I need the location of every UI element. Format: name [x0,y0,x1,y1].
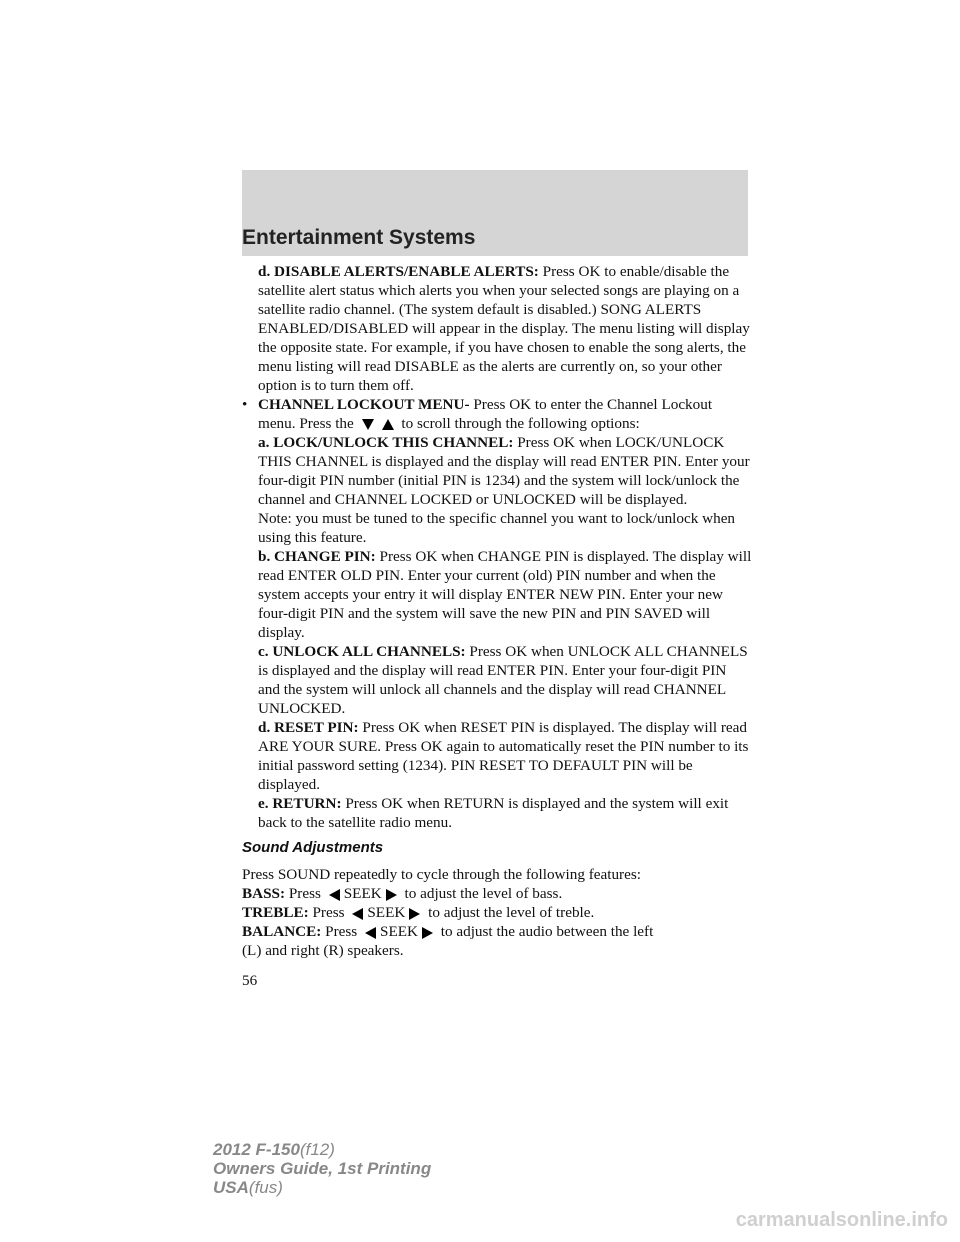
treble-label: TREBLE: [242,904,309,921]
footer-market: USA [213,1178,249,1197]
balance-text: to adjust the audio between the left [440,923,654,940]
balance-seek: SEEK [380,923,418,940]
treble-seek: SEEK [367,904,406,921]
option-a-text: Press OK when LOCK/UNLOCK THIS CHANNEL is displayed and the display will read ENTER PIN. Enter your four-digit PIN number (initial PIN is 1234) and the system will lock/unlock the channel and CHANNEL LOCKED or UNLOCKED will be displayed. [258,434,750,508]
seek-left-icon [352,908,363,920]
lockout-text-2: to scroll through the following options: [401,415,640,432]
seek-left-icon [329,889,340,901]
option-e-text: Press OK when RETURN is displayed and the system will exit back to the satellite radio menu. [258,795,729,831]
arrow-down-icon [362,419,374,430]
treble-press: Press [308,904,345,921]
option-d-text: Press OK when RESET PIN is displayed. The display will read ARE YOUR SURE. Press OK again to automatically reset the PIN number to its initial password setting (1234). PIN RESET TO DEFAULT PIN will be displayed. [258,719,749,793]
seek-right-icon [422,927,433,939]
treble-text: to adjust the level of treble. [428,904,595,921]
lockout-option-e [258,794,752,832]
option-c-text: Press OK when UNLOCK ALL CHANNELS is displayed and the display will read ENTER PIN. Enter your four-digit PIN and the system will unlock all channels and the display will read CHANNEL UNLOCKED. [258,643,748,717]
balance-label: BALANCE: [242,923,322,940]
option-a-label: a. LOCK/UNLOCK THIS CHANNEL: [258,434,514,451]
footer-line-2: Owners Guide, 1st Printing [213,1159,432,1178]
bass-label: BASS: [242,885,286,902]
option-c-label: c. UNLOCK ALL CHANNELS: [258,643,466,660]
footer-line-3 [213,1178,431,1197]
bass-line [242,884,752,903]
alerts-text: Press OK to enable/disable the satellite alert status which alerts you when your selected songs are playing on a satellite radio channel. (The system default is disabled.) SONG ALERTS ENABLED/DISABLED will appear in the display. The menu listing will display the opposite state. For example, if you have chosen to enable the song alerts, the menu listing will read DISABLE as the alerts are currently on, so your other option is to turn them off. [258,263,750,394]
bullet-dot: • [242,396,248,413]
section-header-band [242,170,748,256]
option-b-text: Press OK when CHANGE PIN is displayed. The display will read ENTER OLD PIN. Enter your current (old) PIN number and when the system accepts your entry it will display ENTER NEW PIN. Enter your new four-digit PIN and the system will save the new PIN and PIN SAVED will display. [258,548,752,641]
lockout-option-b [258,547,752,642]
print-footer [213,1140,431,1197]
section-title: Entertainment Systems [242,226,476,249]
footer-model-code: (f12) [299,1140,335,1159]
alerts-label: d. DISABLE ALERTS/ENABLE ALERTS: [258,263,539,280]
page-content [242,262,752,960]
lockout-option-a [258,433,752,509]
alerts-paragraph [242,262,752,395]
option-b-label: b. CHANGE PIN: [258,548,376,565]
watermark: carmanualsonline.info [735,1209,948,1231]
sound-heading: Sound Adjustments [242,839,384,856]
footer-model: 2012 F-150 [213,1140,300,1159]
balance-line [242,922,752,941]
lockout-option-c [258,642,752,718]
sound-intro: Press SOUND repeatedly to cycle through the following features: [242,866,641,883]
balance-press: Press [321,923,358,940]
bass-press: Press [285,885,321,902]
note-text: Note: you must be tuned to the specific channel you want to lock/unlock when using this feature. [258,510,736,546]
lockout-bullet [242,395,752,832]
arrow-up-icon [382,419,394,430]
footer-market-code: (fus) [248,1178,283,1197]
page-number: 56 [242,972,258,989]
footer-line-1 [213,1140,431,1159]
bass-text: to adjust the level of bass. [404,885,563,902]
lockout-intro [258,395,752,433]
lockout-note [258,509,752,547]
lockout-text-1: Press OK to enter the Channel Lockout menu. Press the [258,396,713,432]
bass-seek: SEEK [343,885,382,902]
balance-line-2: (L) and right (R) speakers. [242,942,404,959]
seek-left-icon [365,927,376,939]
option-e-label: e. RETURN: [258,795,342,812]
seek-right-icon [386,889,397,901]
lockout-label: CHANNEL LOCKOUT MENU- [258,396,470,413]
option-d-label: d. RESET PIN: [258,719,359,736]
treble-line [242,903,752,922]
lockout-option-d [258,718,752,794]
seek-right-icon [409,908,420,920]
